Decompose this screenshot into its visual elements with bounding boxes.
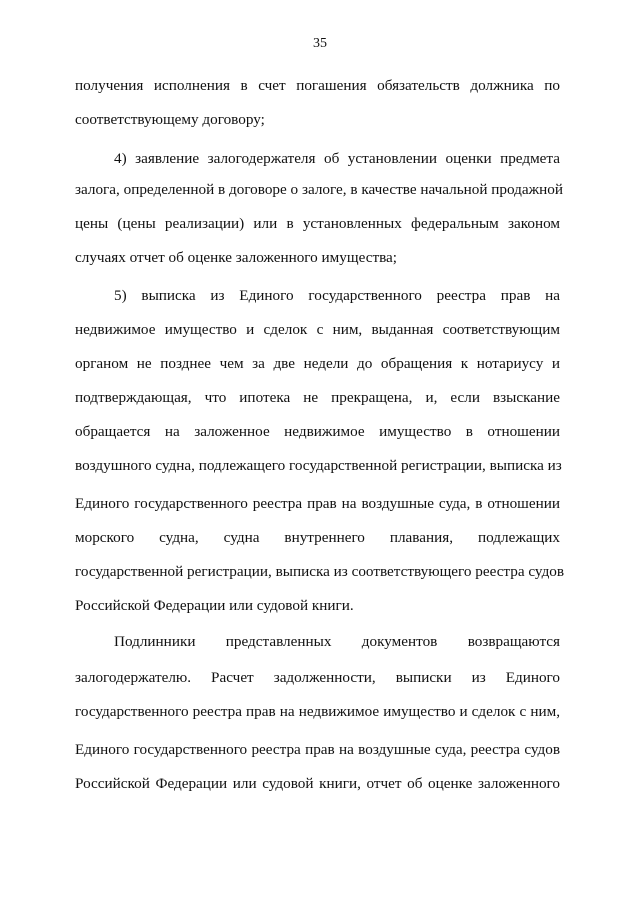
- text-line: Подлинники представленных документов возвращаются: [114, 633, 560, 650]
- text-line: случаях отчет об оценке заложенного имущества;: [75, 249, 398, 266]
- text-line: Российской Федерации или судовой книги, отчет об оценке заложенного: [75, 775, 560, 792]
- text-line: залогодержателю. Расчет задолженности, выписки из Единого: [75, 669, 560, 686]
- text-line: Единого государственного реестра прав на воздушные суда, реестра судов: [75, 741, 560, 758]
- text-line: воздушного судна, подлежащего государственной регистрации, выписка из: [75, 457, 562, 474]
- text-line: залога, определенной в договоре о залоге, в качестве начальной продажной: [75, 181, 563, 198]
- text-line: государственной регистрации, выписка из соответствующего реестра судов: [75, 563, 565, 580]
- text-line: Единого государственного реестра прав на воздушные суда, в отношении: [75, 495, 560, 512]
- text-line: недвижимое имущество и сделок с ним, выданная соответствующим: [75, 321, 560, 338]
- text-line: 5) выписка из Единого государственного реестра прав на: [114, 287, 560, 304]
- text-line: получения исполнения в счет погашения обязательств должника по: [75, 77, 560, 94]
- text-line: цены (цены реализации) или в установленных федеральным законом: [75, 215, 560, 232]
- text-line: Российской Федерации или судовой книги.: [75, 597, 354, 614]
- page-number: 35: [313, 36, 327, 51]
- text-line: государственного реестра прав на недвижимое имущество и сделок с ним,: [75, 703, 560, 720]
- text-line: соответствующему договору;: [75, 111, 265, 128]
- text-line: органом не позднее чем за две недели до обращения к нотариусу и: [75, 355, 560, 372]
- text-line: обращается на заложенное недвижимое имущество в отношении: [75, 423, 560, 440]
- text-line: морского судна, судна внутреннего плавания, подлежащих: [75, 529, 560, 546]
- text-line: 4) заявление залогодержателя об установлении оценки предмета: [114, 150, 560, 167]
- text-line: подтверждающая, что ипотека не прекращена, и, если взыскание: [75, 389, 560, 406]
